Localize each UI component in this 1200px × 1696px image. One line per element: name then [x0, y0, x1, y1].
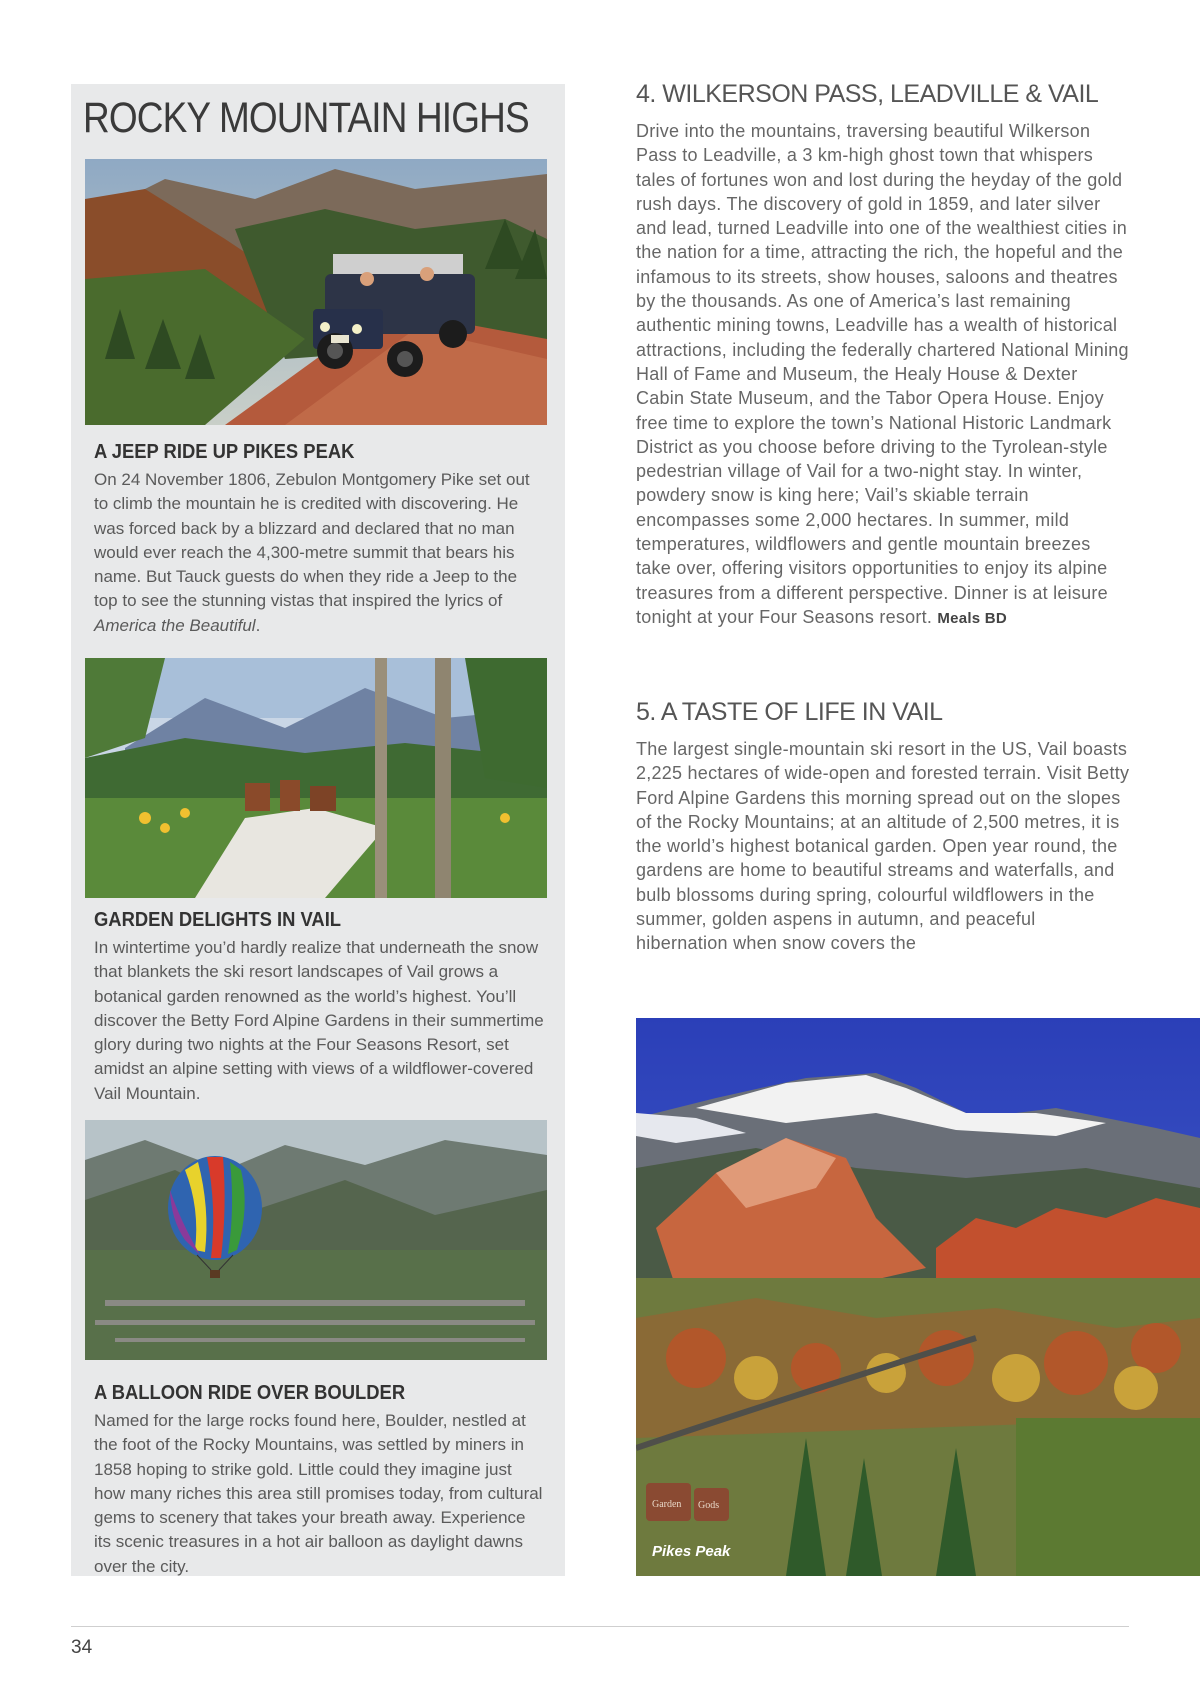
jeep-photo [85, 159, 547, 425]
photo-caption: Pikes Peak [652, 1543, 731, 1560]
balloon-photo [85, 1120, 547, 1360]
garden-text: In wintertime you’d hardly realize that underneath the snow that blankets the ski resort landscapes of Vail grows a botanical garden renowned as the world’s highest. You’ll discover the Betty Ford Alpine Gardens in their summertime glory during two nights at the Four Seasons Resort, set amidst an alpine setting with views of a wildflower-covered Vail Mountain. [94, 938, 544, 1103]
section-5-text: The largest single-mountain ski resort in the US, Vail boasts 2,225 hectares of wide-open and forested terrain. Visit Betty Ford Alpine Gardens this morning spread out on the slopes of the Rocky Mountains; at an altitude of 2,500 metres, it is the world’s highest botanical garden. Open year round, the gardens are home to beautiful streams and waterfalls, and bulb blossoms during spring, colourful wildflowers in the summer, golden aspens in autumn, and peaceful hibernation when snow covers the [636, 739, 1130, 954]
jeep-heading: A JEEP RIDE UP PIKES PEAK [94, 441, 355, 463]
section-4-text [636, 119, 1130, 631]
pikes-peak-photo [636, 1018, 1200, 1576]
sidebar-box [71, 84, 565, 1576]
section-4-heading: 4. WILKERSON PASS, LEADVILLE & VAIL [636, 80, 1099, 108]
section-5-heading: 5. A TASTE OF LIFE IN VAIL [636, 698, 943, 726]
sign-left-text: Garden [652, 1499, 682, 1510]
balloon-heading: A BALLOON RIDE OVER BOULDER [94, 1382, 406, 1404]
jeep-text-end: . [255, 615, 261, 635]
sidebar-title: ROCKY MOUNTAIN HIGHS [83, 94, 529, 142]
sign-right-text: Gods [698, 1500, 720, 1511]
page-number: 34 [71, 1637, 93, 1658]
section-4-body: Drive into the mountains, traversing beautiful Wilkerson Pass to Leadville, a 3 km-high ghost town that whispers tales of fortunes won and lost during the heyday of the gold rush days. The discovery of gold in 1859, and later silver and lead, turned Leadville into one of the wealthiest cities in the nation for a time, attracting the rich, the hopeful and the infamous to its streets, show houses, saloons and theatres by the thousands. As one of America’s last remaining authentic mining towns, Leadville has a wealth of historical attractions, including the federally chartered National Mining Hall of Fame and Museum, the Healy House & Dexter Cabin State Museum, and the Tabor Opera House. Enjoy free time to explore the town’s National Historic Landmark District as you choose before driving to the Tyrolean-style pedestrian village of Vail for a two-night stay. In winter, powdery snow is king here; Vail’s skiable terrain encompasses some 2,000 hectares. In summer, mild temperatures, wildflowers and gentle mountain breezes take over, offering visitors opportunities to enjoy its alpine treasures from a different perspective. Dinner is at leisure tonight at your Four Seasons resort. [636, 121, 1129, 627]
garden-heading: GARDEN DELIGHTS IN VAIL [94, 909, 342, 931]
jeep-text-body: On 24 November 1806, Zebulon Montgomery Pike set out to climb the mountain he is credited with discovering. He was forced back by a blizzard and declared that no man would ever reach the 4,300-metre summit that bears his name. But Tauck guests do when they ride a Jeep to the top to see the stunning vistas that inspired the lyrics of [94, 470, 530, 611]
jeep-text [94, 468, 544, 638]
balloon-text: Named for the large rocks found here, Boulder, nestled at the foot of the Rocky Mountains, was settled by miners in 1858 hoping to strike gold. Little could they imagine just how many riches this area still promises today, from cultural gems to scenery that takes your breath away. Experience its scenic treasures in a hot air balloon as daylight dawns over the city. [94, 1411, 543, 1576]
garden-photo [85, 658, 547, 898]
meals-label: Meals BD [937, 609, 1007, 627]
footer-rule [71, 1626, 1129, 1627]
jeep-text-italic: America the Beautiful [94, 615, 256, 635]
